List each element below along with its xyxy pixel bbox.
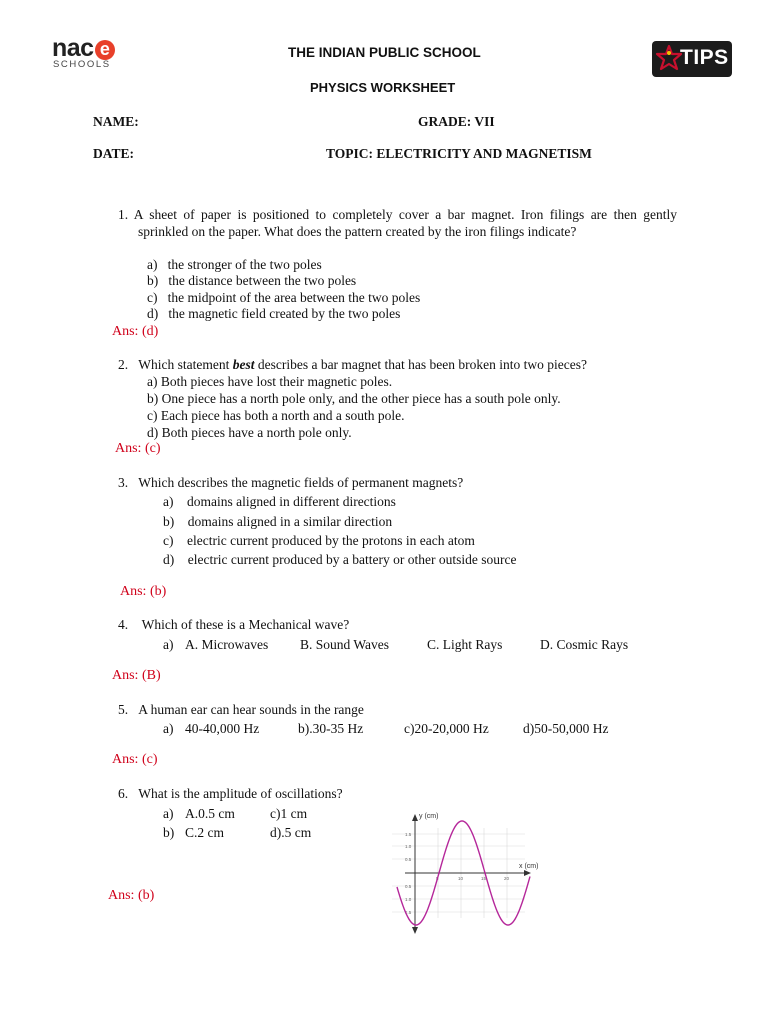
question-5-option-prefix: a): [163, 721, 174, 736]
question-2-emphasis: best: [232, 357, 255, 372]
question-3-answer: Ans: (b): [120, 584, 167, 599]
tips-logo: [652, 41, 732, 77]
question-2-prompt: 2. Which statement best describes a bar magnet that has been broken into two pieces?: [118, 357, 587, 372]
y-tick-label: 0.5: [405, 857, 412, 862]
nace-logo-accent: e: [95, 40, 115, 60]
question-3-prompt: 3. Which describes the magnetic fields of permanent magnets?: [118, 475, 464, 490]
question-5-answer: Ans: (c): [112, 752, 158, 767]
y-tick-label: 1.5: [405, 832, 412, 837]
topic-label: TOPIC: ELECTRICITY AND MAGNETISM: [326, 146, 592, 161]
question-6-option-b: C.2 cm: [185, 825, 224, 840]
y-axis-arrow: [412, 814, 418, 821]
question-2-option-b: b) One piece has a north pole only, and the other piece has a south pole only.: [147, 391, 561, 406]
question-6-number: 6.: [118, 786, 129, 801]
question-2-number: 2.: [118, 357, 129, 372]
y-tick-label: 0.5: [405, 884, 412, 889]
question-6-answer: Ans: (b): [108, 888, 155, 903]
question-6-option-prefix-b: b): [163, 825, 175, 840]
question-5-prompt: 5. A human ear can hear sounds in the range: [118, 702, 364, 717]
question-6-prompt: 6. What is the amplitude of oscillations?: [118, 786, 343, 801]
question-4-option-d: D. Cosmic Rays: [540, 637, 629, 652]
star-icon: [656, 44, 682, 72]
question-3-option-c: c) electric current produced by the protons in each atom: [163, 533, 475, 548]
question-2-option-d: d) Both pieces have a north pole only.: [147, 425, 352, 440]
question-4-answer: Ans: (B): [112, 668, 161, 683]
question-1-answer: Ans: (d): [112, 324, 159, 339]
question-5-option-c: c)20-20,000 Hz: [404, 721, 489, 736]
x-axis-label: x (cm): [519, 863, 539, 870]
question-4-number: 4.: [118, 617, 129, 632]
question-1-option-a: a) the stronger of the two poles: [147, 257, 322, 272]
y-tick-label: 1.5: [405, 910, 412, 915]
question-1-prompt: 1. A sheet of paper is positioned to completely cover a bar magnet. Iron filings are then gently sprinkled on the paper. What does the pattern created by the iron filings indicate?: [118, 207, 677, 239]
question-2-option-c: c) Each piece has both a north and a south pole.: [147, 408, 405, 423]
nace-logo-text: nac e: [52, 34, 115, 63]
question-5-number: 5.: [118, 702, 129, 717]
x-tick-label: 20: [504, 876, 510, 881]
x-tick-label: 10: [458, 876, 464, 881]
question-4-option-prefix: a): [163, 637, 174, 652]
tips-logo-text: TIPS: [680, 46, 729, 69]
question-5-option-a: 40-40,000 Hz: [185, 721, 260, 736]
school-title: THE INDIAN PUBLIC SCHOOL: [288, 45, 481, 60]
x-tick-label: 15: [481, 876, 487, 881]
y-axis-label: y (cm): [419, 813, 439, 820]
question-4-option-c: C. Light Rays: [427, 637, 503, 652]
question-1-option-d: d) the magnetic field created by the two poles: [147, 306, 401, 321]
date-label: DATE:: [93, 146, 135, 161]
y-tick-label: 1.0: [405, 844, 412, 849]
question-5-option-d: d)50-50,000 Hz: [523, 721, 609, 736]
question-6-option-prefix-a: a): [163, 806, 174, 821]
question-2-answer: Ans: (c): [115, 441, 161, 456]
question-1-option-c: c) the midpoint of the area between the two poles: [147, 290, 421, 305]
question-6-option-c: c)1 cm: [270, 806, 308, 821]
name-label: NAME:: [93, 114, 139, 129]
nace-logo-subtitle: SCHOOLS: [53, 59, 111, 70]
question-1-option-b: b) the distance between the two poles: [147, 273, 357, 288]
x-axis-arrow: [524, 870, 531, 876]
x-tick-label: 5: [436, 876, 439, 881]
question-3-option-d: d) electric current produced by a battery or other outside source: [163, 552, 517, 567]
question-4-prompt: 4. Which of these is a Mechanical wave?: [118, 617, 350, 632]
question-2-option-a: a) Both pieces have lost their magnetic poles.: [147, 374, 393, 389]
y-axis-arrow-bottom: [412, 927, 418, 934]
question-6-option-d: d).5 cm: [270, 825, 312, 840]
worksheet-title: PHYSICS WORKSHEET: [310, 80, 456, 95]
question-4-option-a: A. Microwaves: [185, 637, 269, 652]
wave-graph: [375, 806, 545, 936]
question-4-option-b: B. Sound Waves: [300, 637, 390, 652]
question-3-option-a: a) domains aligned in different directions: [163, 494, 396, 509]
question-5-option-b: b).30-35 Hz: [298, 721, 364, 736]
question-3-option-b: b) domains aligned in a similar direction: [163, 514, 393, 529]
question-3-number: 3.: [118, 475, 129, 490]
question-6-option-a: A.0.5 cm: [185, 806, 235, 821]
y-tick-label: 1.0: [405, 897, 412, 902]
grade-label: GRADE: VII: [418, 114, 495, 129]
nace-schools-logo: [52, 34, 122, 70]
